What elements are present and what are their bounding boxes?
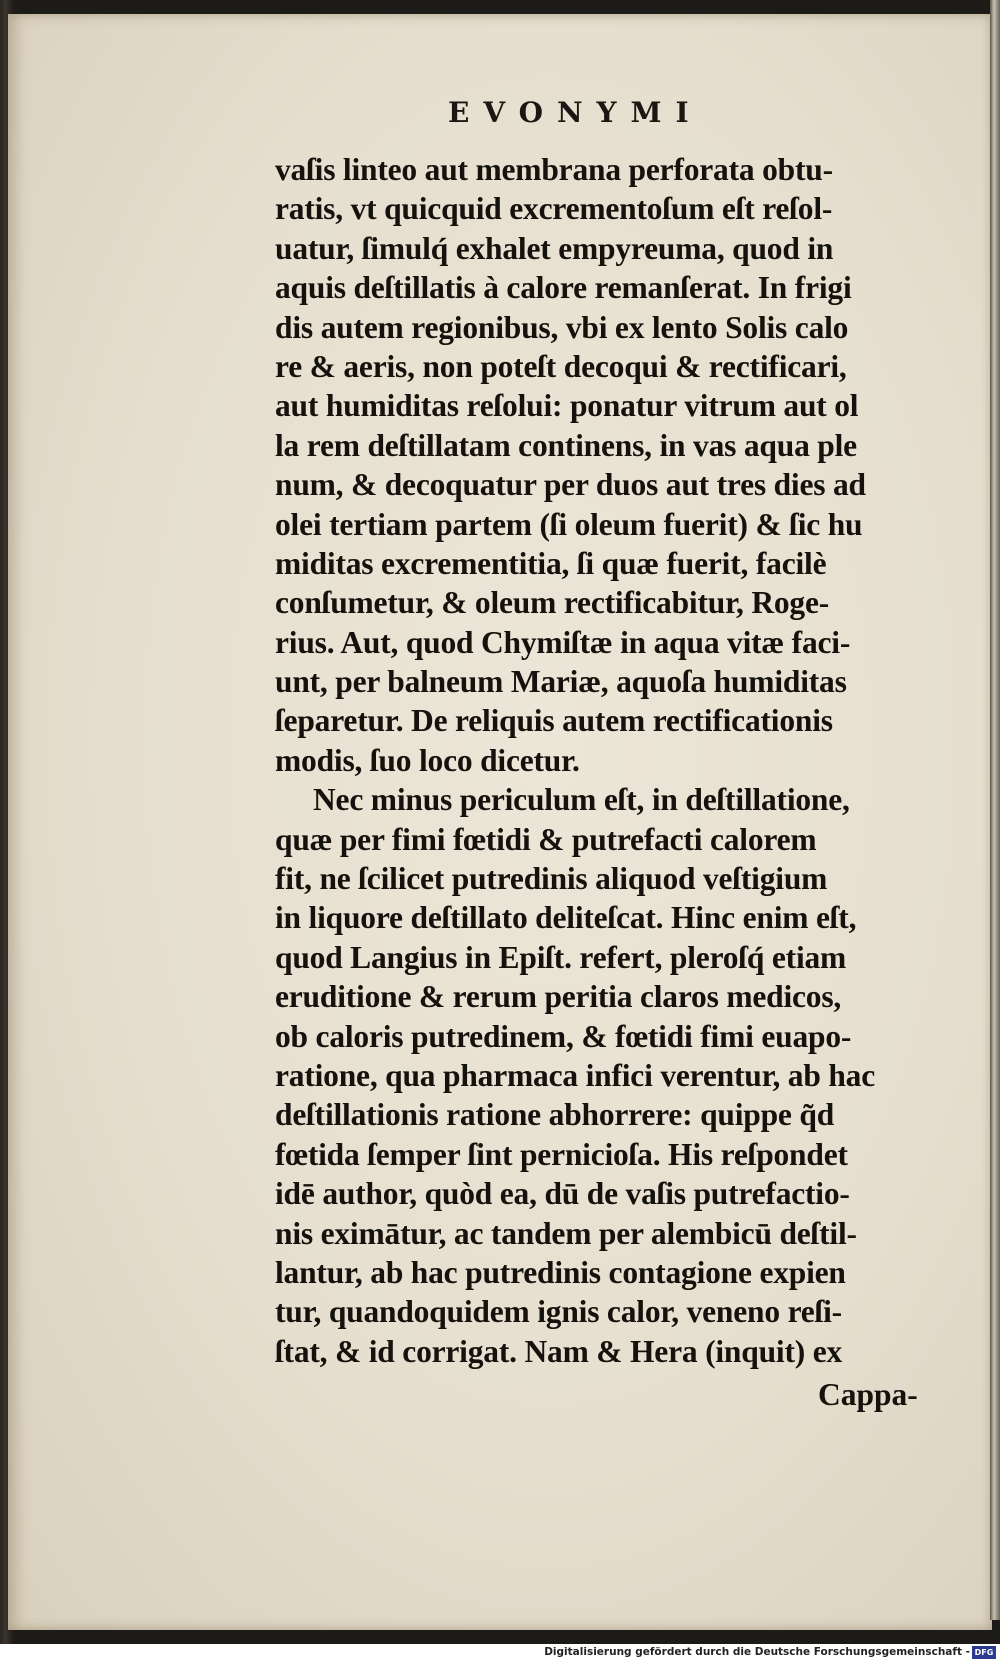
text-line: ſeparetur. De reliquis autem rectificationis: [275, 703, 833, 739]
text-line: vaſis linteo aut membrana perforata obtu-: [275, 152, 833, 187]
text-line: aut humiditas reſolui: ponatur vitrum aut ol: [275, 388, 859, 424]
running-head: EVONYMI: [448, 96, 703, 129]
text-line: uatur, ſimulq́ exhalet empyreuma, quod in: [275, 230, 834, 266]
text-line: la rem deſtillatam continens, in vas aqua ple: [275, 427, 857, 463]
text-line: nis eximātur, ac tandem per alembicū deſtil-: [275, 1215, 857, 1251]
text-line: olei tertiam partem (ſi oleum fuerit) & ſic hu: [275, 506, 863, 542]
dfg-logo-icon: DFG: [972, 1646, 996, 1659]
text-line: dis autem regionibus, vbi ex lento Solis calo: [275, 309, 849, 345]
text-line: ratis, vt quicquid excrementoſum eſt reſol-: [275, 191, 833, 227]
catchword: Cappa-: [818, 1377, 918, 1412]
text-line: rius. Aut, quod Chymiſtæ in aqua vitæ faci-: [275, 624, 851, 660]
text-line: fit, ne ſcilicet putredinis aliquod veſtigium: [275, 861, 828, 897]
text-line: miditas excrementitia, ſi quæ fuerit, facilè: [275, 545, 827, 581]
text-line: quæ per fimi fœtidi & putrefacti calorem: [275, 821, 817, 857]
text-line: quod Langius in Epiſt. refert, pleroſq́ etiam: [275, 939, 847, 975]
text-line: tur, quandoquidem ignis calor, veneno reſi-: [275, 1294, 842, 1330]
digitization-credit: Digitalisierung gefördert durch die Deutsche Forschungsgemeinschaft -: [544, 1646, 970, 1658]
text-line: modis, ſuo loco dicetur.: [275, 742, 580, 778]
page-edge: [990, 0, 1000, 1620]
text-block: [275, 150, 940, 1371]
text-line: fœtida ſemper ſint pernicioſa. His reſpondet: [275, 1136, 848, 1172]
text-line: idē author, quòd ea, dū de vaſis putrefactio-: [275, 1176, 850, 1212]
paragraph-start-line: Nec minus periculum eſt, in deſtillatione,: [313, 782, 850, 818]
text-line: deſtillationis ratione abhorrere: quippe q̃d: [275, 1097, 835, 1133]
text-line: aquis deſtillatis à calore remanſerat. In frigi: [275, 270, 852, 306]
text-line: ſtat, & id corrigat. Nam & Hera (inquit) ex: [275, 1333, 843, 1369]
text-line: eruditione & rerum peritia claros medicos,: [275, 979, 842, 1015]
text-line: ratione, qua pharmaca infici verentur, ab hac: [275, 1057, 876, 1093]
text-line: ob caloris putredinem, & fœtidi fimi euapo-: [275, 1018, 852, 1054]
text-line: conſumetur, & oleum rectificabitur, Roge-: [275, 585, 830, 621]
text-line: in liquore deſtillato deliteſcat. Hinc enim eſt,: [275, 900, 857, 936]
text-line: num, & decoquatur per duos aut tres dies ad: [275, 467, 866, 503]
text-line: re & aeris, non poteſt decoqui & rectificari,: [275, 348, 847, 384]
text-line: lantur, ab hac putredinis contagione expien: [275, 1254, 846, 1290]
text-line: unt, per balneum Mariæ, aquoſa humiditas: [275, 664, 847, 700]
